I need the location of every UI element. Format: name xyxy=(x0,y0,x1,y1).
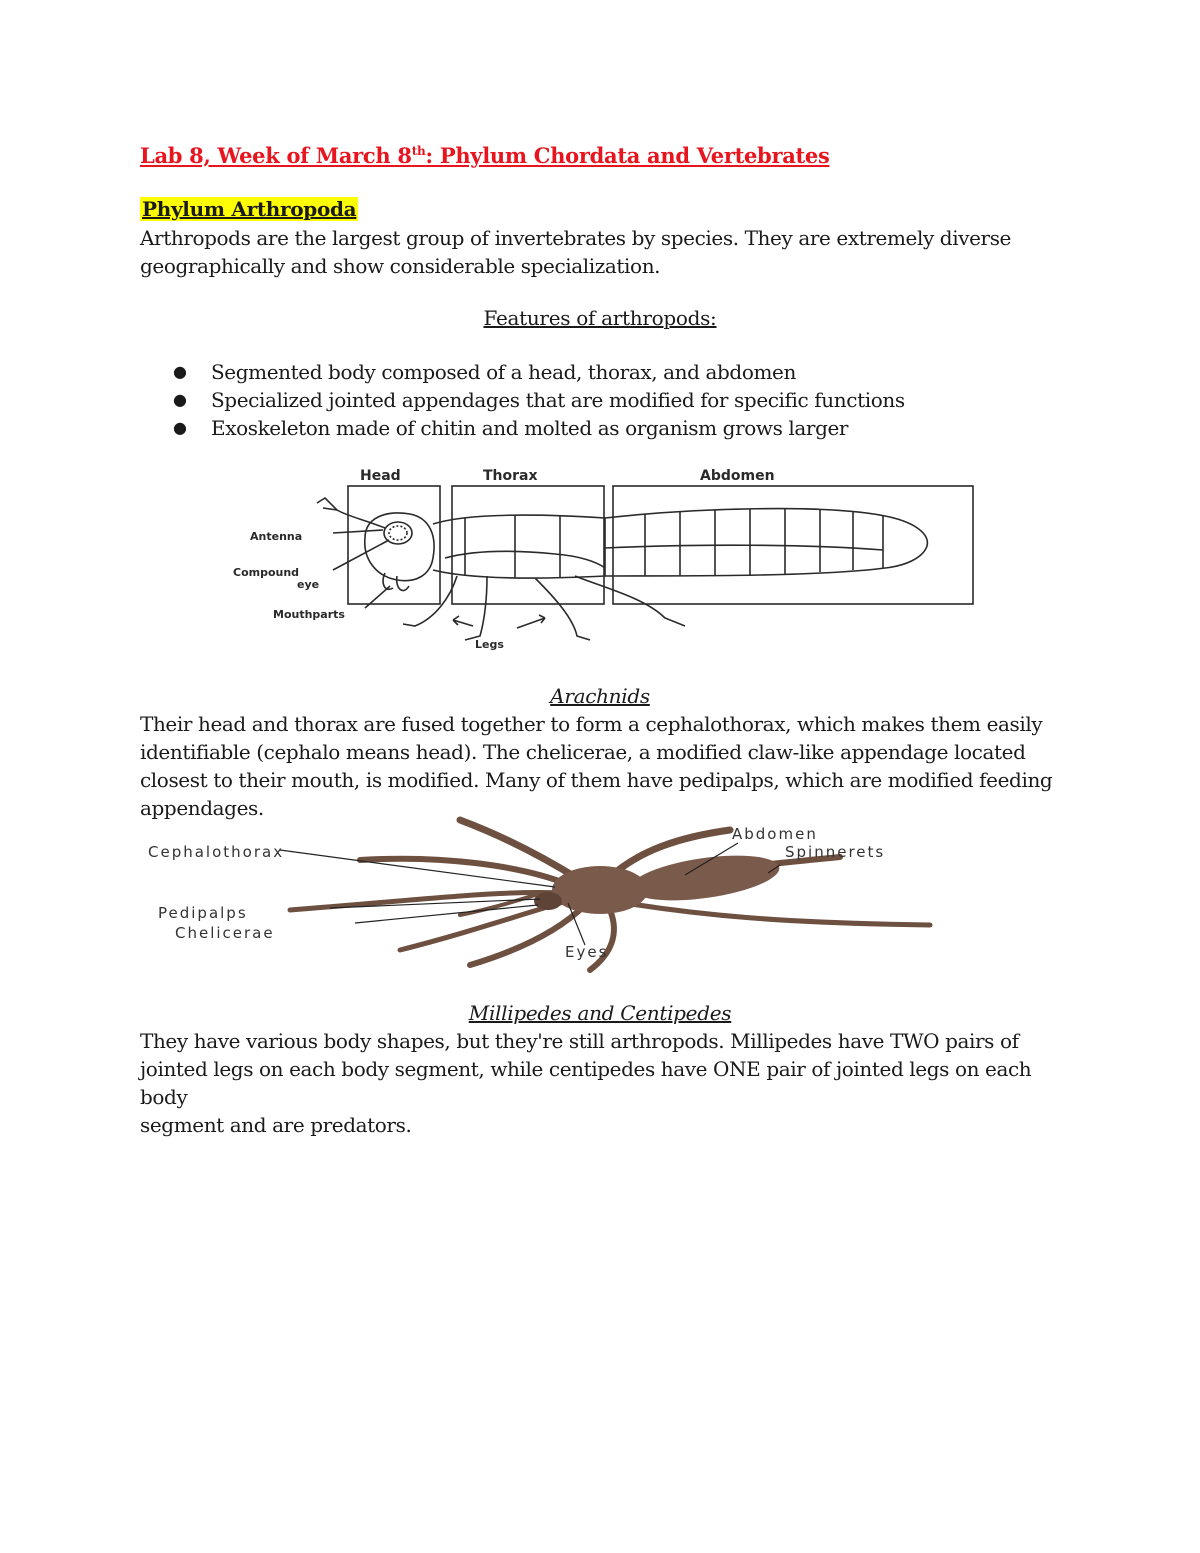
bullet-icon: ● xyxy=(173,362,187,381)
list-item-text: Specialized jointed appendages that are modified for specific functions xyxy=(211,388,905,412)
head-box xyxy=(348,486,440,604)
list-item xyxy=(140,358,905,386)
spider-anatomy-figure xyxy=(140,815,980,975)
paragraph-line: appendages. xyxy=(140,796,264,820)
label-antenna: Antenna xyxy=(250,530,303,543)
intro-line: geographically and show considerable specialization. xyxy=(140,254,661,278)
intro-line: Arthropods are the largest group of invertebrates by species. They are extremely diverse xyxy=(140,226,1011,250)
paragraph-line: identifiable (cephalo means head). The chelicerae, a modified claw-like appendage located xyxy=(140,740,1026,764)
label-legs: Legs xyxy=(475,638,504,651)
arachnids-paragraph xyxy=(140,710,1070,822)
label-compound: Compound xyxy=(233,566,300,579)
bullet-icon: ● xyxy=(173,418,187,437)
title-main: Lab 8, Week of March 8 xyxy=(140,143,412,168)
list-item xyxy=(140,386,905,414)
features-list xyxy=(140,358,905,442)
arachnids-heading: Arachnids xyxy=(550,684,650,708)
label-thorax: Thorax xyxy=(483,468,538,484)
label-cephalothorax: Cephalothorax xyxy=(148,843,285,861)
spider-body xyxy=(534,848,782,914)
paragraph-line: closest to their mouth, is modified. Many of them have pedipalps, which are modified feeding xyxy=(140,768,1053,792)
label-mouthparts: Mouthparts xyxy=(273,608,345,621)
section-heading-arthropoda: Phylum Arthropoda xyxy=(142,197,357,221)
label-head: Head xyxy=(360,468,401,484)
label-abdomen: Abdomen xyxy=(700,468,775,484)
label-eyes: Eyes xyxy=(565,943,609,961)
label-eye: eye xyxy=(297,578,320,591)
insect-anatomy-figure xyxy=(225,458,985,658)
thorax-box xyxy=(452,486,604,604)
list-item xyxy=(140,414,905,442)
label-pedipalps: Pedipalps xyxy=(158,904,248,922)
myriapods-paragraph xyxy=(140,1027,1070,1139)
label-spinnerets: Spinnerets xyxy=(785,843,886,861)
paragraph-line: Their head and thorax are fused together to form a cephalothorax, which makes them easily xyxy=(140,712,1043,736)
abdomen-box xyxy=(613,486,973,604)
bullet-icon: ● xyxy=(173,390,187,409)
myriapods-heading: Millipedes and Centipedes xyxy=(468,1001,732,1025)
list-item-text: Exoskeleton made of chitin and molted as organism grows larger xyxy=(211,416,849,440)
paragraph-line: They have various body shapes, but they're still arthropods. Millipedes have TWO pairs of xyxy=(140,1029,1019,1053)
list-item-text: Segmented body composed of a head, thorax, and abdomen xyxy=(211,360,796,384)
page-title xyxy=(140,143,830,168)
title-rest: : Phylum Chordata and Vertebrates xyxy=(425,143,830,168)
paragraph-line: jointed legs on each body segment, while centipedes have ONE pair of jointed legs on each body xyxy=(140,1057,1032,1109)
label-abdomen-spider: Abdomen xyxy=(732,825,818,843)
paragraph-line: segment and are predators. xyxy=(140,1113,412,1137)
intro-paragraph xyxy=(140,224,1070,280)
label-chelicerae: Chelicerae xyxy=(175,924,275,942)
features-heading: Features of arthropods: xyxy=(483,306,717,330)
title-superscript: th xyxy=(411,144,426,158)
